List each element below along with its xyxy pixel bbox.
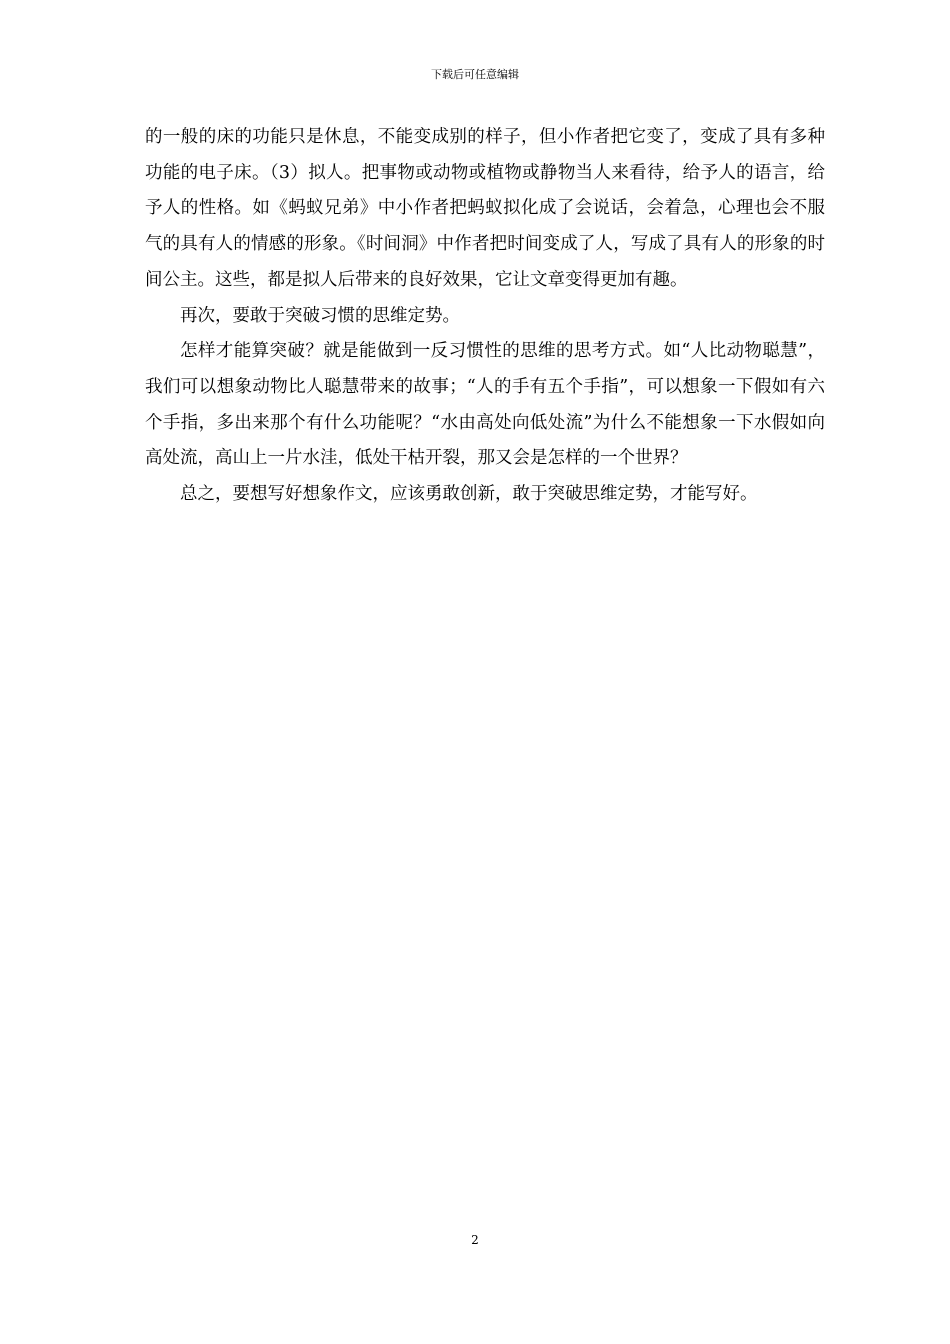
header-text: 下载后可任意编辑 (431, 68, 519, 81)
paragraph-3: 怎样才能算突破？就是能做到一反习惯性的思维的思考方式。如“人比动物聪慧”，我们可以想象动物比人聪慧带来的故事；“人的手有五个手指”，可以想象一下假如有六个手指，多出来那个有什么功能呢？“水由高处向低处流”为什么不能想象一下水假如向高处流，高山上一片水洼，低处干枯开裂，那又会是怎样的一个世界？ (145, 341, 825, 469)
page-number-text: 2 (471, 1233, 479, 1247)
paragraph-4: 总之，要想写好想象作文，应该勇敢创新，敢于突破思维定势，才能写好。 (180, 484, 758, 505)
page-header (0, 68, 950, 82)
paragraph-2: 再次，要敢于突破习惯的思维定势。 (180, 305, 460, 326)
document-body (145, 120, 825, 513)
paragraph-1: 的一般的床的功能只是休息，不能变成别的样子，但小作者把它变了，变成了具有多种功能的电子床。（3）拟人。把事物或动物或植物或静物当人来看待，给予人的语言，给予人的性格。如《蚂蚁兄弟》中小作者把蚂蚁拟化成了会说话，会着急，心理也会不服气的具有人的情感的形象。《时间洞》中作者把时间变成了人，写成了具有人的形象的时间公主。这些，都是拟人后带来的良好效果，它让文章变得更加有趣。 (145, 127, 825, 290)
page-number (0, 1233, 950, 1247)
